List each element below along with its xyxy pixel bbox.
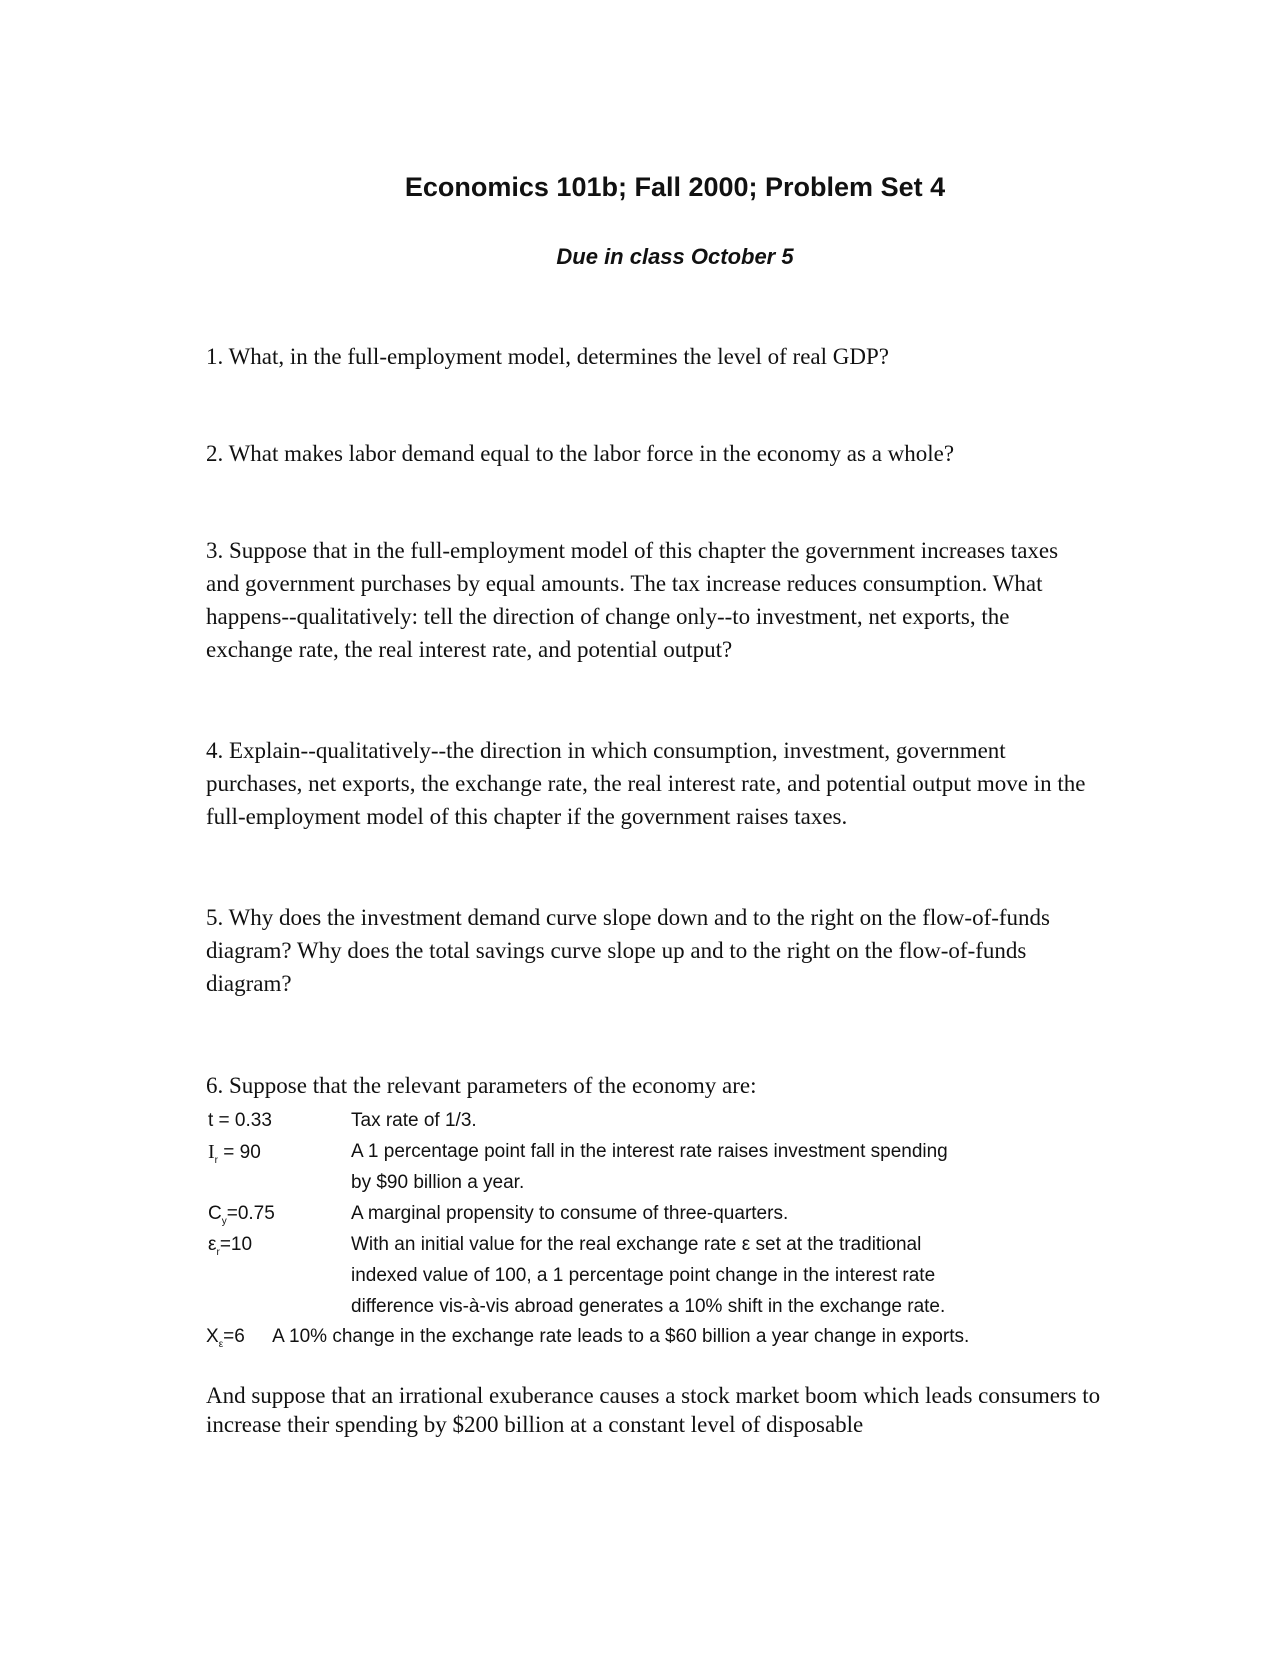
parameter-cy [206,1203,1106,1234]
question-1: 1. What, in the full-employment model, determines the level of real GDP? [206,344,889,369]
question-4: 4. Explain--qualitatively--the direction in which consumption, investment, government purchases, net exports, the exchange rate, the real interest rate, and potential output move in the full-employment model of this chapter if the government raises taxes. [206,738,1086,829]
document-title: Economics 101b; Fall 2000; Problem Set 4 [404,172,946,202]
parameter-er-continued [206,1265,1106,1296]
parameter-description: A 10% change in the exchange rate leads to a $60 billion a year change in exports. [272,1326,970,1347]
parameter-description: Tax rate of 1/3. [351,1110,477,1131]
parameter-description: A 1 percentage point fall in the interest rate raises investment spending [351,1141,948,1162]
question-6: 6. Suppose that the relevant parameters of the economy are: [206,1073,757,1098]
parameter-description: difference vis-à-vis abroad generates a 10% shift in the exchange rate. [351,1296,946,1317]
parameter-xe [206,1326,969,1350]
due-date-subtitle: Due in class October 5 [556,244,794,269]
parameter-symbol: t = 0.33 [208,1110,272,1131]
parameter-description: by $90 billion a year. [351,1172,525,1193]
parameter-symbol: $C_y=0.75$ [208,1203,275,1227]
question-2: 2. What makes labor demand equal to the labor force in the economy as a whole? [206,441,955,466]
parameter-description: With an initial value for the real exchange rate ε set at the traditional [351,1234,922,1255]
parameter-description: indexed value of 100, a 1 percentage point change in the interest rate [351,1265,936,1286]
parameter-er [206,1234,1106,1265]
closing-paragraph: And suppose that an irrational exuberance causes a stock market boom which leads consumers to increase their spending by $200 billion at a constant level of disposable [206,1383,1101,1437]
question-5: 5. Why does the investment demand curve slope down and to the right on the flow-of-funds diagram? Why does the total savings curve slope up and to the right on the flow-of-funds diagram? [206,905,1051,996]
parameter-symbol: $X_\varepsilon=6$ [206,1326,245,1350]
parameter-ir-continued [206,1172,1106,1203]
parameter-list [206,1110,1106,1327]
question-3: 3. Suppose that in the full-employment model of this chapter the government increases taxes and government purchases by equal amounts. The tax increase reduces consumption. What happens--qualitatively: tell the direction of change only--to investment, net exports, the exchange rate, the real interest rate, and potential output? [206,538,1059,662]
parameter-description: A marginal propensity to consume of three-quarters. [351,1203,789,1224]
parameter-t [206,1110,1106,1141]
parameter-symbol: $\varepsilon_r=10$ [208,1234,253,1258]
parameter-er-continued-2 [206,1296,1106,1327]
parameter-ir [206,1141,1106,1172]
parameter-symbol: $I_r = 90$ [208,1141,261,1166]
